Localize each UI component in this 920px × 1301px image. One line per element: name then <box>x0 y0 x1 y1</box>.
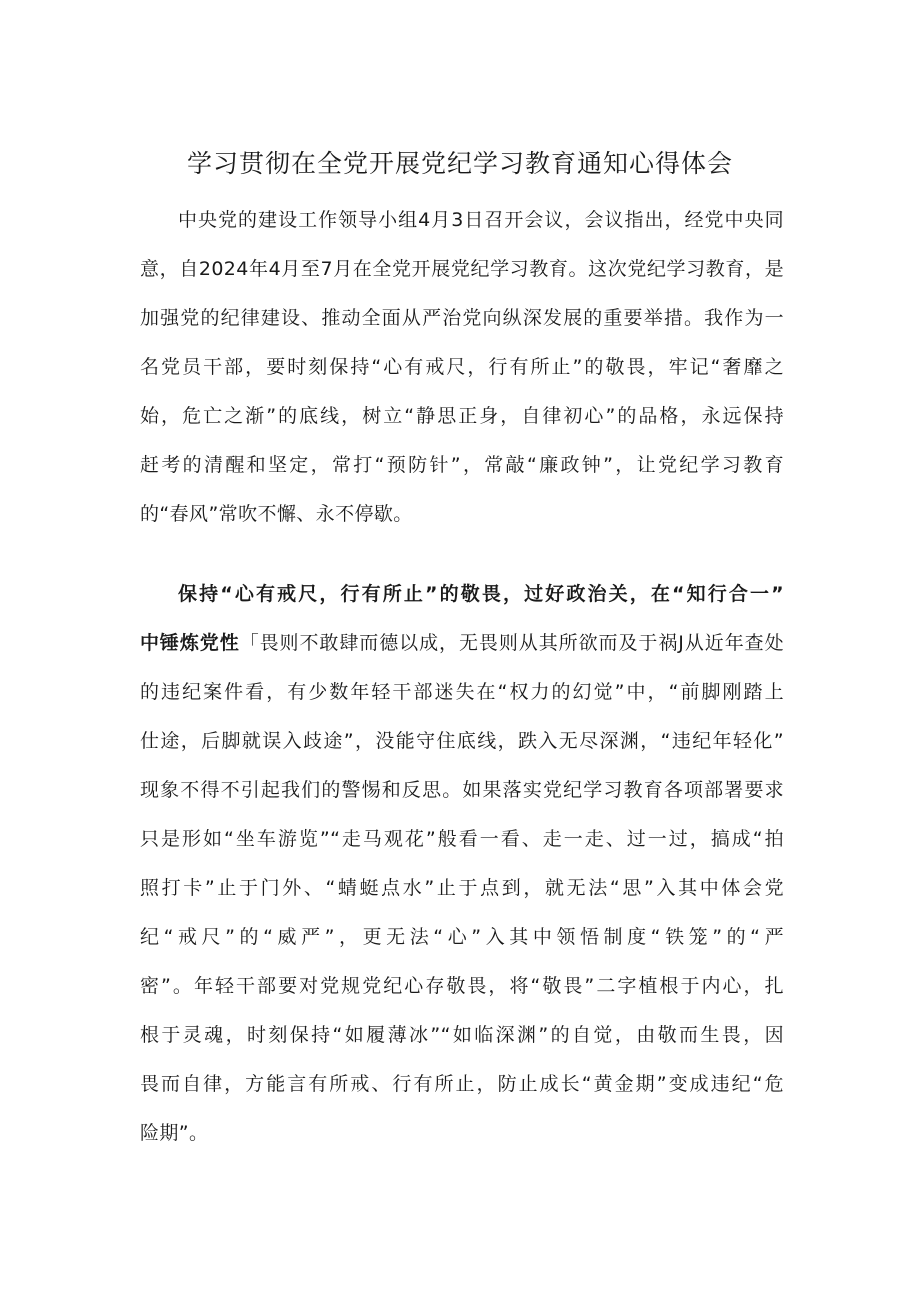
paragraph-2-line: 畏而自律，方能言有所戒、行有所止，防止成长“黄金期”变成违纪“危 <box>140 1073 784 1095</box>
paragraph-1-line: 赶考的清醒和坚定，常打“预防针”，常敲“廉政钟”，让党纪学习教育 <box>140 454 784 476</box>
paragraph-2-line-mixed <box>140 619 784 668</box>
paragraph-1-line: 意，自2024年4月至7月在全党开展党纪学习教育。这次党纪学习教育，是 <box>140 258 784 280</box>
paragraph-2-line: 现象不得不引起我们的警惕和反思。如果落实党纪学习教育各项部署要求 <box>140 779 784 801</box>
paragraph-2-heading: 保持“心有戒尺，行有所止”的敬畏，过好政治关，在“知行合一” <box>178 583 784 605</box>
paragraph-2-line-rest: 「畏则不敢肆而德以成，无畏则从其所欲而及于祸J从近年查处 <box>239 632 784 654</box>
paragraph-1-line: 名党员干部，要时刻保持“心有戒尺，行有所止”的敬畏，牢记“奢靡之 <box>140 356 784 378</box>
paragraph-1-line: 始，危亡之渐”的底线，树立“静思正身，自律初心”的品格，永远保持 <box>140 405 784 427</box>
paragraph-2-line: 仕途，后脚就误入歧途”，没能守住底线，跌入无尽深渊，“违纪年轻化” <box>140 730 784 752</box>
paragraph-1-line: 加强党的纪律建设、推动全面从严治党向纵深发展的重要举措。我作为一 <box>140 307 784 329</box>
document-title: 学习贯彻在全党开展党纪学习教育通知心得体会 <box>186 149 733 178</box>
paragraph-2 <box>140 570 784 1158</box>
paragraph-2-line: 照打卡”止于门外、“蜻蜓点水”止于点到，就无法“思”入其中体会党 <box>140 877 784 899</box>
paragraph-1 <box>140 196 784 539</box>
paragraph-2-line: 只是形如“坐车游览”“走马观花”般看一看、走一走、过一过，搞成“拍 <box>140 828 784 850</box>
paragraph-1-line: 的“春风”常吹不懈、永不停歇。 <box>140 503 413 525</box>
paragraph-1-line: 中央党的建设工作领导小组4月3日召开会议，会议指出，经党中央同 <box>178 209 784 231</box>
paragraph-2-line: 密”。年轻干部要对党规党纪心存敬畏，将“敬畏”二字植根于内心，扎 <box>140 975 784 997</box>
paragraph-2-line: 根于灵魂，时刻保持“如履薄冰”“如临深渊”的自觉，由敬而生畏，因 <box>140 1024 784 1046</box>
paragraph-2-line: 纪“戒尺”的“威严”，更无法“心”入其中领悟制度“铁笼”的“严 <box>140 926 784 948</box>
paragraph-2-line: 的违纪案件看，有少数年轻干部迷失在“权力的幻觉”中，“前脚刚踏上 <box>140 681 784 703</box>
paragraph-2-heading-end: 中锤炼党性 <box>140 632 240 654</box>
paragraph-2-line: 险期”。 <box>140 1122 209 1144</box>
